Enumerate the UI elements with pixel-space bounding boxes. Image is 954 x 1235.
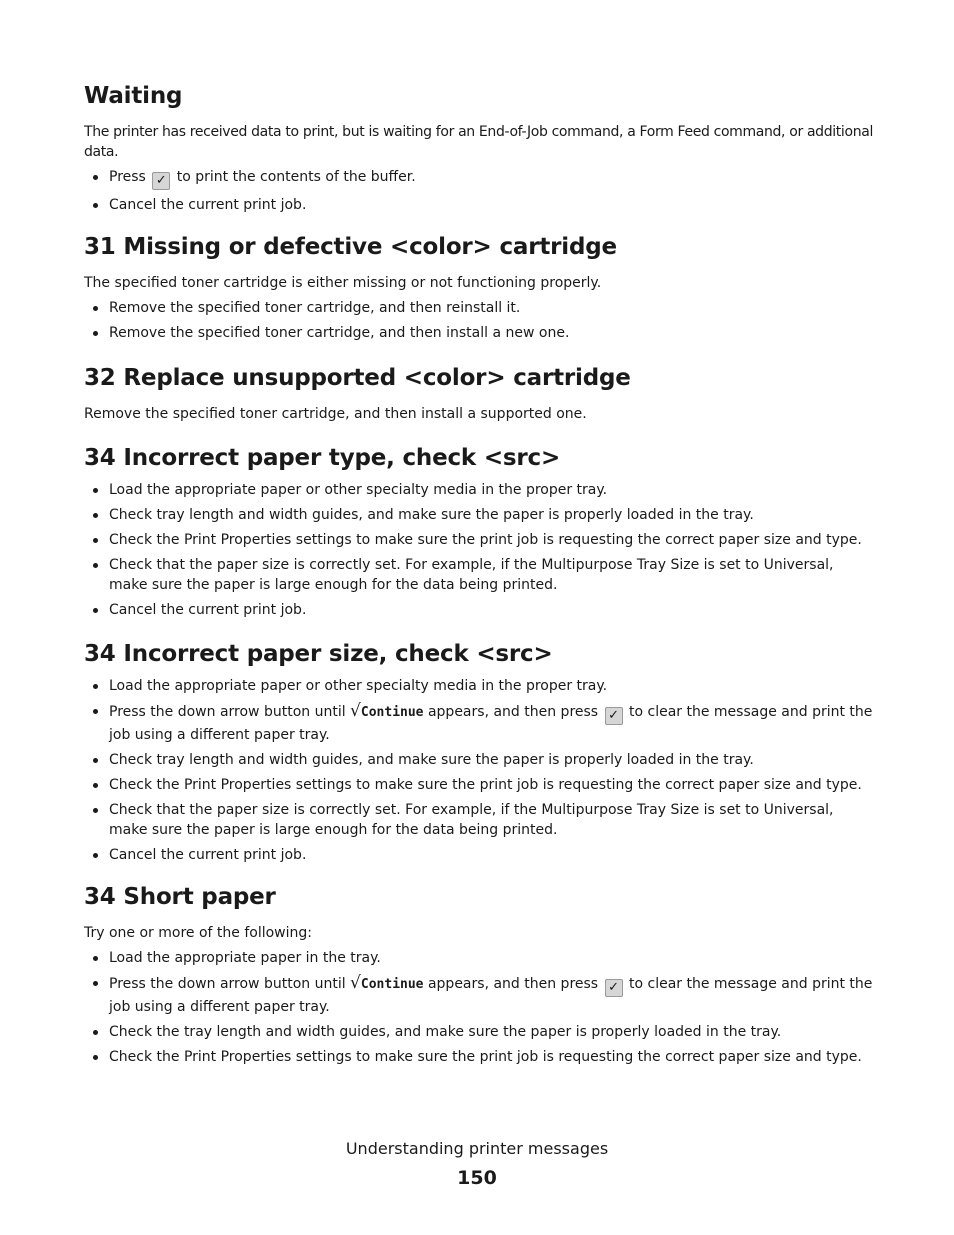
heading-short-paper: 34 Short paper bbox=[84, 884, 276, 910]
list-item: Check tray length and width guides, and make sure the paper is properly loaded in the tray. bbox=[84, 750, 874, 770]
sqrt-icon: √ bbox=[350, 973, 361, 993]
footer-title: Understanding printer messages bbox=[345, 1139, 609, 1158]
list-item: Cancel the current print job. bbox=[84, 600, 874, 620]
short-paper-intro: Try one or more of the following: bbox=[84, 925, 312, 941]
sqrt-icon: √ bbox=[350, 701, 361, 721]
list-item: Press the down arrow button until √Continue appears, and then press ✓ to clear the message and print the job using a different paper tray. bbox=[84, 973, 874, 1017]
incorrect-type-list bbox=[84, 480, 874, 625]
list-item: Load the appropriate paper or other specialty media in the proper tray. bbox=[84, 676, 874, 696]
list-item: Check the Print Properties settings to make sure the print job is requesting the correct paper size and type. bbox=[84, 1047, 874, 1067]
waiting-list bbox=[84, 167, 874, 220]
continue-code: Continue bbox=[360, 705, 424, 720]
list-item: Check the Print Properties settings to make sure the print job is requesting the correct paper size and type. bbox=[84, 530, 874, 550]
missing-cartridge-intro: The specified toner cartridge is either missing or not functioning properly. bbox=[84, 275, 602, 291]
missing-cartridge-list bbox=[84, 298, 874, 348]
heading-incorrect-type: 34 Incorrect paper type, check <src> bbox=[84, 445, 561, 471]
heading-incorrect-size: 34 Incorrect paper size, check <src> bbox=[84, 641, 553, 667]
list-item: Check the Print Properties settings to make sure the print job is requesting the correct paper size and type. bbox=[84, 775, 874, 795]
list-item: Press the down arrow button until √Continue appears, and then press ✓ to clear the message and print the job using a different paper tray. bbox=[84, 701, 874, 745]
list-item: Remove the specified toner cartridge, and then install a new one. bbox=[84, 323, 874, 343]
short-paper-list bbox=[84, 948, 874, 1072]
check-button-icon: ✓ bbox=[605, 979, 623, 997]
list-item: Load the appropriate paper in the tray. bbox=[84, 948, 874, 968]
heading-waiting: Waiting bbox=[84, 83, 183, 109]
list-item: Load the appropriate paper or other specialty media in the proper tray. bbox=[84, 480, 874, 500]
check-button-icon: ✓ bbox=[152, 172, 170, 190]
list-item: Check tray length and width guides, and make sure the paper is properly loaded in the tray. bbox=[84, 505, 874, 525]
continue-code: Continue bbox=[360, 977, 424, 992]
list-item: Check that the paper size is correctly set. For example, if the Multipurpose Tray Size is set to Universal, make sure the paper is large enough for the data being printed. bbox=[84, 800, 874, 840]
unsupported-cartridge-intro: Remove the specified toner cartridge, and then install a supported one. bbox=[84, 406, 587, 422]
list-item: Cancel the current print job. bbox=[84, 195, 874, 215]
list-item: Press ✓ to print the contents of the buffer. bbox=[84, 167, 874, 190]
list-item: Check that the paper size is correctly set. For example, if the Multipurpose Tray Size is set to Universal, make sure the paper is large enough for the data being printed. bbox=[84, 555, 874, 595]
list-item: Remove the specified toner cartridge, and then reinstall it. bbox=[84, 298, 874, 318]
list-item: Cancel the current print job. bbox=[84, 845, 874, 865]
page-number: 150 bbox=[457, 1167, 497, 1189]
waiting-intro: The printer has received data to print, but is waiting for an End-of-Job command, a Form Feed command, or additional data. bbox=[84, 124, 873, 160]
incorrect-size-list bbox=[84, 676, 874, 870]
heading-unsupported-cartridge: 32 Replace unsupported <color> cartridge bbox=[84, 365, 631, 391]
list-item: Check the tray length and width guides, and make sure the paper is properly loaded in the tray. bbox=[84, 1022, 874, 1042]
check-button-icon: ✓ bbox=[605, 707, 623, 725]
heading-missing-cartridge: 31 Missing or defective <color> cartridge bbox=[84, 234, 617, 260]
